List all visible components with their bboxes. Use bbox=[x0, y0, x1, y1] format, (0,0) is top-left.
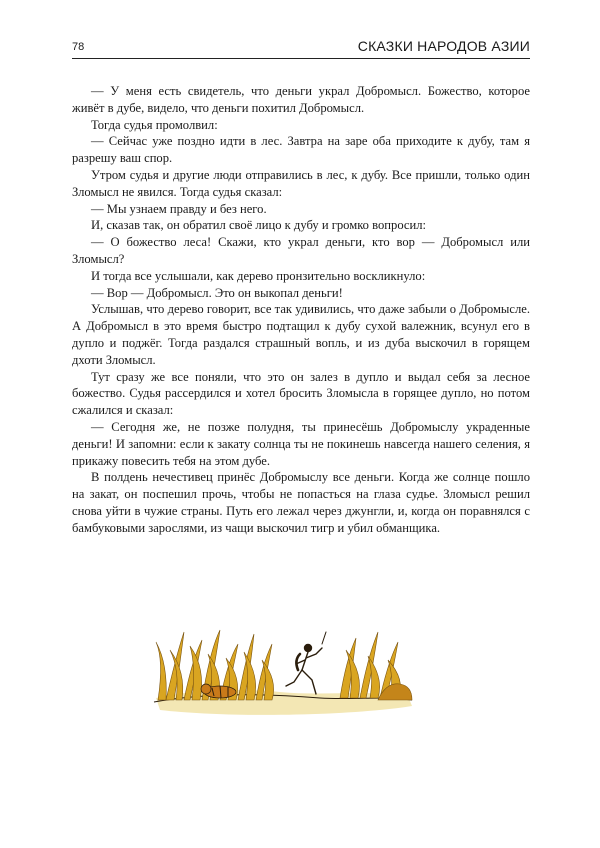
paragraph: И, сказав так, он обратил своё лицо к дубу и громко вопросил: bbox=[91, 218, 427, 233]
running-title: СКАЗКИ НАРОДОВ АЗИИ bbox=[357, 38, 530, 54]
story-text bbox=[72, 83, 530, 537]
paragraph: И тогда все услышали, как дерево пронзительно воскликнуло: bbox=[91, 268, 426, 283]
page-number: 78 bbox=[72, 41, 85, 53]
jungle-illustration bbox=[150, 620, 415, 720]
paragraph: — Сегодня же, не позже полудня, ты принесёшь Добромыслу украденные деньги! И запомни: если к закату солнца ты не покинешь навсегда нашего селения, я прикажу повесить тебя на этом дубе. bbox=[72, 419, 530, 468]
paragraph: Тут сразу же все поняли, что это он залез в дупло и выдал себя за лесное божество. Судья рассердился и хотел бросить Зломысла в горящее дупло, но потом сжалился и сказал: bbox=[72, 369, 530, 418]
paragraph: — О божество леса! Скажи, кто украл деньги, кто вор — Добромысл или Зломысл? bbox=[72, 235, 530, 266]
paragraph: Утром судья и другие люди отправились в лес, к дубу. Все пришли, только один Зломысл не явился. Тогда судья сказал: bbox=[72, 167, 530, 199]
running-man-figure bbox=[286, 632, 326, 694]
header-rule bbox=[72, 58, 530, 59]
paragraph: В полдень нечестивец принёс Добромыслу все деньги. Когда же солнце пошло на закат, он поспешил прочь, чтобы не попасться на глаза судье. Зломысл решил снова уйти в чужие страны. Путь его лежал через джунгли, и, когда он поравнялся с бамбуковыми зарослями, из чащи выскочил тигр и убил обманщика. bbox=[72, 470, 530, 535]
paragraph: Тогда судья промолвил: bbox=[91, 117, 218, 132]
page-header bbox=[72, 38, 530, 58]
paragraph: — Вор — Добромысл. Это он выкопал деньги! bbox=[91, 285, 343, 300]
paragraph: — Мы узнаем правду и без него. bbox=[91, 201, 267, 216]
paragraph: Услышав, что дерево говорит, все так удивились, что даже забыли о Добромысле. А Добромысл в это время быстро подтащил к дубу сухой валежник, всунул его в дупло и поджёг. Тогда раздался страшный вопль, и из дуба выскочил в горящем дхоти Зломысл. bbox=[72, 302, 530, 367]
paragraph: — Сейчас уже поздно идти в лес. Завтра на заре оба приходите к дубу, там я разрешу ваш спор. bbox=[72, 134, 530, 166]
paragraph: — У меня есть свидетель, что деньги украл Добромысл. Божество, которое живёт в дубе, видело, что деньги похитил Добромысл. bbox=[72, 84, 530, 115]
